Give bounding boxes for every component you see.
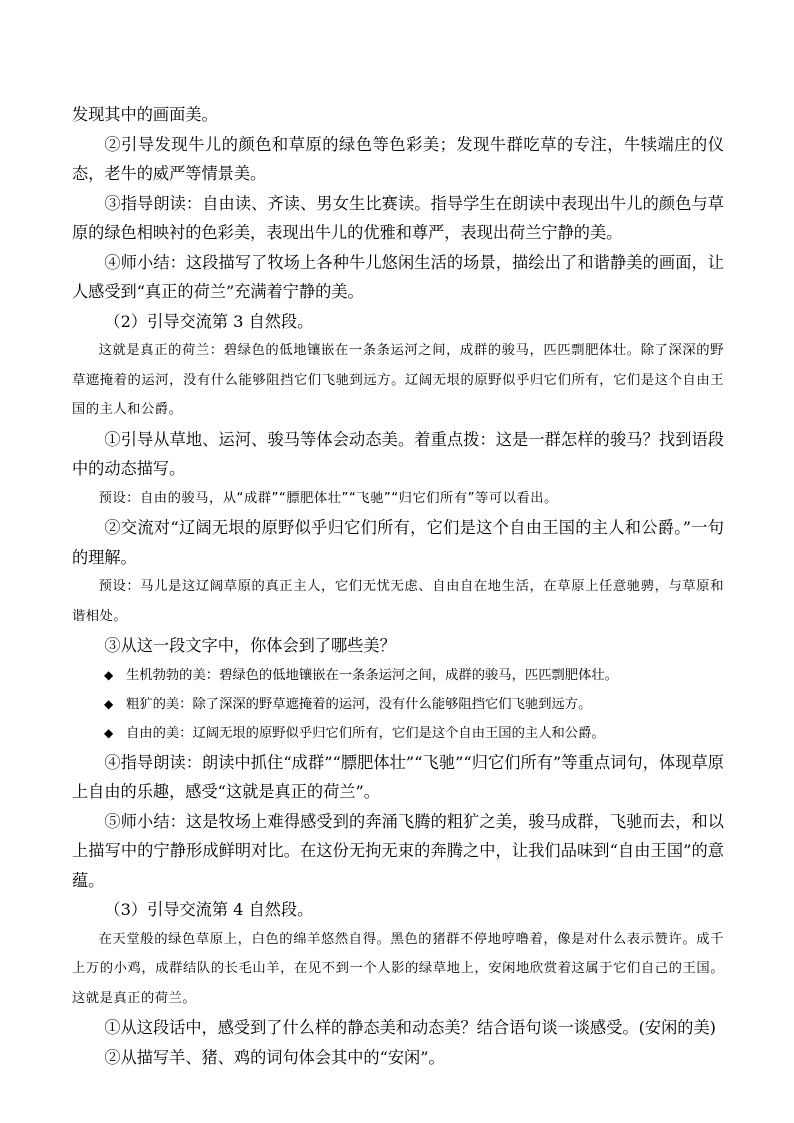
paragraph: ③指导朗读：自由读、齐读、男女生比赛读。指导学生在朗读中表现出牛儿的颜色与草原的绿色相映衬的色彩美，表现出牛儿的优雅和尊严，表现出荷兰宁静的美。 <box>72 193 724 242</box>
preset-answer: 预设：自由的骏马，从“成群”“膘肥体壮”“飞驰”“归它们所有”等可以看出。 <box>98 490 558 506</box>
document-page <box>72 100 724 1072</box>
section-heading: （2）引导交流第 3 自然段。 <box>104 311 314 331</box>
bullet-text: 粗犷的美：除了深深的野草遮掩着的运河，没有什么能够阻挡它们飞驰到远方。 <box>126 696 592 712</box>
preset-answer: 预设：马儿是这辽阔草原的真正主人，它们无忧无虑、自由自在地生活，在草原上任意驰骋，与草原和谐相处。 <box>72 579 724 624</box>
section-heading: （3）引导交流第 4 自然段。 <box>104 900 314 919</box>
quoted-passage: 在天堂般的绿色草原上，白色的绵羊悠然自得。黑色的猪群不停地哼噜着，像是对什么表示赞许。成千上万的小鸡，成群结队的长毛山羊，在见不到一个人影的绿草地上，安闲地欣赏着这属于它们自己的王国。这就是真正的荷兰。 <box>72 931 724 1006</box>
paragraph: ①从这段话中，感受到了什么样的静态美和动态美？结合语句谈一谈感受。(安闲的美) <box>104 1018 716 1037</box>
paragraph: 发现其中的画面美。 <box>72 105 218 124</box>
diamond-bullet-icon: ◆ <box>104 725 114 740</box>
paragraph: ④指导朗读：朗读中抓住“成群”“膘肥体壮”“飞驰”“归它们所有”等重点词句，体现草原上自由的乐趣，感受“这就是真正的荷兰”。 <box>72 752 724 801</box>
paragraph: ①引导从草地、运河、骏马等体会动态美。着重点拨：这是一群怎样的骏马？找到语段中的动态描写。 <box>72 429 724 478</box>
paragraph: ⑤师小结：这是牧场上难得感受到的奔涌飞腾的粗犷之美，骏马成群，飞驰而去，和以上描写中的宁静形成鲜明对比。在这份无拘无束的奔腾之中，让我们品味到“自由王国”的意蕴。 <box>72 811 724 890</box>
paragraph: ②引导发现牛儿的颜色和草原的绿色等色彩美；发现牛群吃草的专注，牛犊端庄的仪态，老牛的威严等情景美。 <box>72 134 724 183</box>
diamond-bullet-icon: ◆ <box>104 667 114 682</box>
quoted-passage: 这就是真正的荷兰：碧绿色的低地镶嵌在一条条运河之间，成群的骏马，匹匹剽肥体壮。除了深深的野草遮掩着的运河，没有什么能够阻挡它们飞驰到远方。辽阔无垠的原野似乎归它们所有，它们是这个自由王国的主人和公爵。 <box>72 343 724 417</box>
bullet-item <box>72 661 724 690</box>
paragraph: ③从这一段文字中，你体会到了哪些美？ <box>104 636 396 655</box>
diamond-bullet-icon: ◆ <box>104 696 114 711</box>
bullet-text: 生机勃勃的美：碧绿色的低地镶嵌在一条条运河之间，成群的骏马，匹匹剽肥体壮。 <box>126 667 618 683</box>
bullet-text: 自由的美：辽阔无垠的原野似乎归它们所有，它们是这个自由王国的主人和公爵。 <box>126 725 605 741</box>
paragraph: ②交流对“辽阔无垠的原野似乎归它们所有，它们是这个自由王国的主人和公爵。”一句的理解。 <box>72 518 724 567</box>
paragraph: ②从描写羊、猪、鸡的词句体会其中的“安闲”。 <box>104 1047 445 1067</box>
bullet-item <box>72 719 724 748</box>
bullet-item <box>72 690 724 719</box>
paragraph: ④师小结：这段描写了牧场上各种牛儿悠闲生活的场景，描绘出了和谐静美的画面，让人感受到“真正的荷兰”充满着宁静的美。 <box>72 252 724 301</box>
